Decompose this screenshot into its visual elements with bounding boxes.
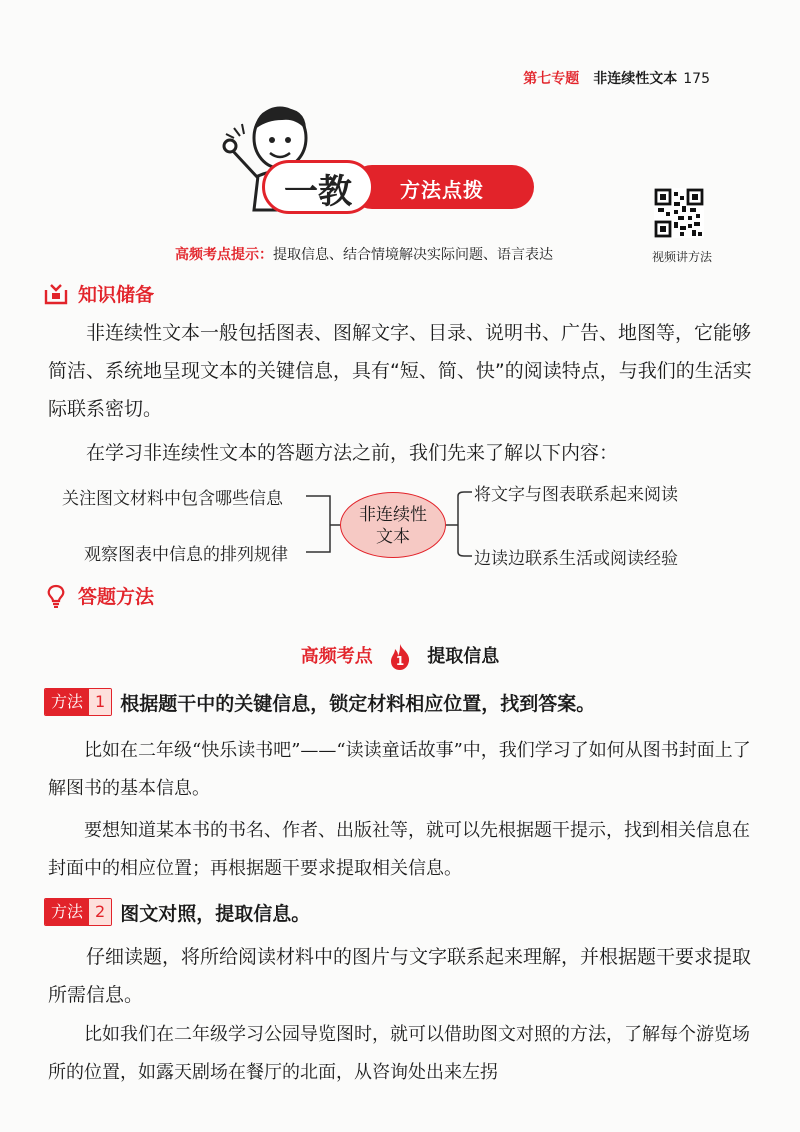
chapter-title: 非连续性文本 [593,71,678,87]
mind-map-node-right-top: 将文字与图表联系起来阅读 [474,485,678,505]
banner-title: 一教 [284,172,352,212]
lightbulb-icon [44,584,68,608]
method-1-tag-number: 1 [89,689,111,715]
method-1-tag [44,688,112,716]
exam-tip-text: 提取信息、结合情境解决实际问题、语言表达 [273,247,553,263]
mind-map-center-line2: 文本 [376,527,410,547]
exam-tip-label: 高频考点提示： [175,247,273,263]
method-1-title: 根据题干中的关键信息，锁定材料相应位置，找到答案。 [120,692,596,715]
method-2-title: 图文对照，提取信息。 [120,902,311,925]
mind-map-center-node [340,492,446,558]
chapter-label: 第七专题 [523,71,580,87]
method-2-heading [44,898,310,926]
mind-map-node-right-bottom: 边读边联系生活或阅读经验 [474,549,678,569]
section-heading-methods [44,582,154,609]
paragraph-lead-in: 在学习非连续性文本的答题方法之前，我们先来了解以下内容： [86,442,619,464]
mind-map-center-line1: 非连续性 [359,505,427,525]
banner-subtitle: 方法点拨 [400,178,484,202]
exam-point-number: 1 [395,654,405,668]
running-header [523,68,710,88]
qr-code-icon[interactable] [654,188,704,238]
method-2-tag-number: 2 [89,899,111,925]
exam-point-heading [0,642,800,671]
qr-caption: 视频讲方法 [651,250,712,264]
paragraph-method-1-example: 比如在二年级“快乐读书吧”——“读读童话故事”中，我们学习了如何从图书封面上了解图书的基本信息。 [48,740,751,799]
section-heading-knowledge [44,280,154,307]
paragraph-intro: 非连续性文本一般包括图表、图解文字、目录、说明书、广告、地图等，它能够简洁、系统地呈现文本的关键信息，具有“短、简、快”的阅读特点，与我们的生活实际联系密切。 [48,322,752,420]
method-2-tag-label: 方法 [45,899,89,925]
section-banner [262,160,534,214]
paragraph-method-2-instructions: 仔细读题，将所给阅读材料中的图片与文字联系起来理解，并根据题干要求提取所需信息。 [48,946,752,1006]
mind-map [44,472,756,582]
exam-point-title: 提取信息 [427,646,500,667]
exam-point-label: 高频考点 [300,646,373,667]
paragraph-method-2-example: 比如我们在二年级学习公园导览图时，就可以借助图文对照的方法，了解每个游览场所的位置，如露天剧场在餐厅的北面，从咨询处出来左拐 [48,1024,750,1083]
knowledge-box-icon [44,282,68,306]
method-1-heading [44,688,595,716]
paragraph-method-1-steps: 要想知道某本书的书名、作者、出版社等，就可以先根据题干提示，找到相关信息在封面中的相应位置；再根据题干要求提取相关信息。 [48,820,750,879]
flame-icon [387,643,413,671]
section-title-methods: 答题方法 [78,586,155,608]
mind-map-node-left-top: 关注图文材料中包含哪些信息 [62,489,283,509]
mind-map-node-left-bottom: 观察图表中信息的排列规律 [84,545,288,565]
method-1-tag-label: 方法 [45,689,89,715]
page-number: 175 [683,71,710,87]
method-2-tag [44,898,112,926]
exam-tip [175,244,553,264]
section-title-knowledge: 知识储备 [78,284,155,306]
